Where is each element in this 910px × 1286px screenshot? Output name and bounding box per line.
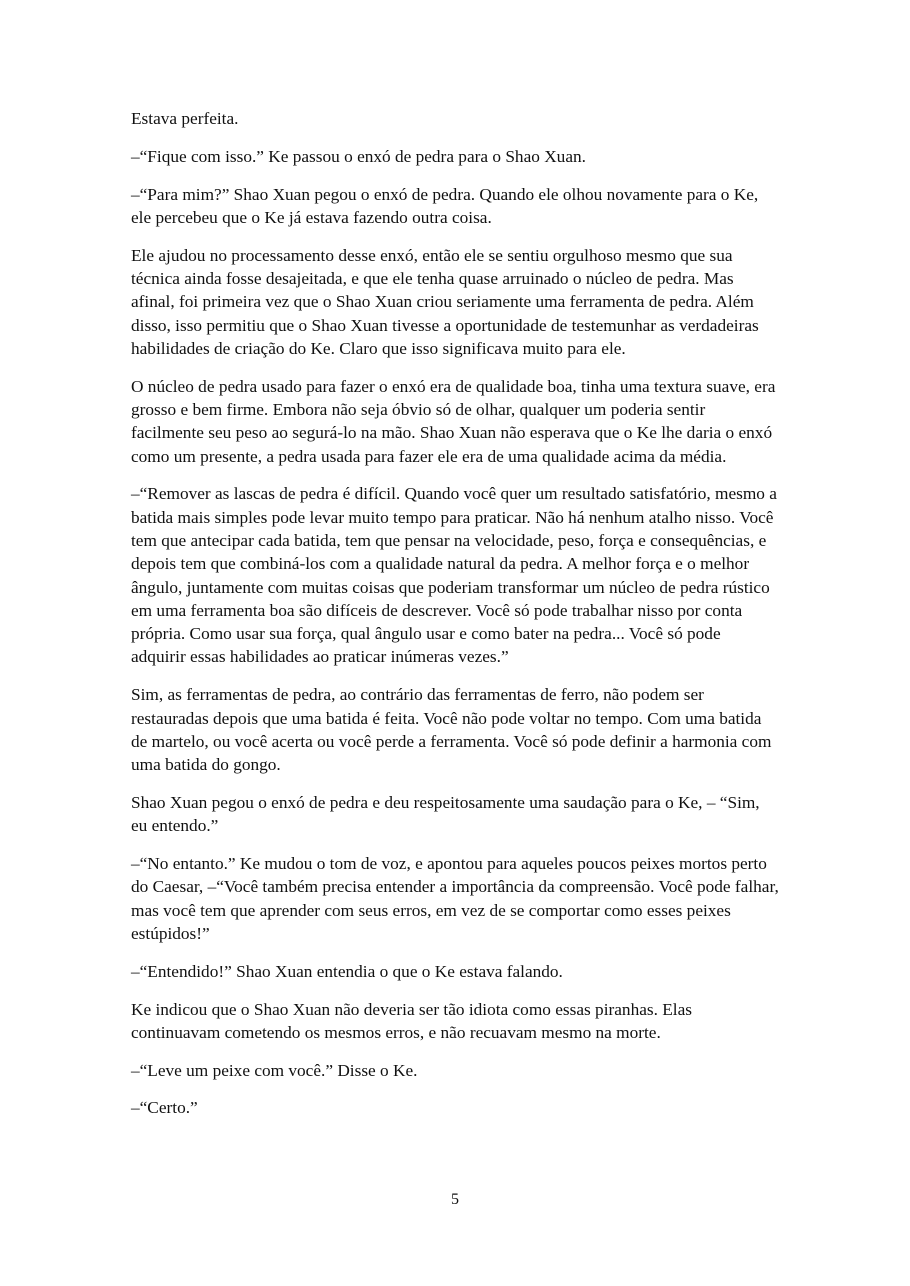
paragraph: O núcleo de pedra usado para fazer o enxó era de qualidade boa, tinha uma textura suave, era grosso e bem firme. Embora não seja óbvio só de olhar, qualquer um poderia sentir facilmente seu peso ao segurá-lo na mão. Shao Xuan não esperava que o Ke lhe daria o enxó como um presente, a pedra usada para fazer ele era de uma qualidade acima da média.: [131, 376, 776, 466]
page-number: 5: [451, 1191, 459, 1208]
paragraph: –“Certo.”: [131, 1098, 198, 1118]
paragraph: Shao Xuan pegou o enxó de pedra e deu respeitosamente uma saudação para o Ke, – “Sim, eu entendo.”: [131, 792, 760, 836]
paragraph: Estava perfeita.: [131, 109, 239, 128]
paragraph: –“Remover as lascas de pedra é difícil. Quando você quer um resultado satisfatório, mesmo a batida mais simples pode levar muito tempo para praticar. Não há nenhum atalho nisso. Você tem que antecipar cada batida, tem que pensar na velocidade, peso, força e consequências, e depois tem que combiná-los com a qualidade natural da pedra. A melhor força e o melhor ângulo, juntamente com muitas coisas que poderiam transformar um núcleo de pedra rústico em uma ferramenta boa são difíceis de descrever. Você só pode trabalhar nisso por conta própria. Como usar sua força, qual ângulo usar e como bater na pedra... Você só pode adquirir essas habilidades ao praticar inúmeras vezes.”: [131, 484, 777, 667]
paragraph: Ele ajudou no processamento desse enxó, então ele se sentiu orgulhoso mesmo que sua técnica ainda fosse desajeitada, e que ele tenha quase arruinado o núcleo de pedra. Mas afinal, foi primeira vez que o Shao Xuan criou seriamente uma ferramenta de pedra. Além disso, isso permitiu que o Shao Xuan tivesse a oportunidade de testemunhar as verdadeiras habilidades de criação do Ke. Claro que isso significava muito para ele.: [131, 245, 759, 358]
paragraph: –“Para mim?” Shao Xuan pegou o enxó de pedra. Quando ele olhou novamente para o Ke, ele percebeu que o Ke já estava fazendo outra coisa.: [131, 184, 759, 227]
paragraph: –“Entendido!” Shao Xuan entendia o que o Ke estava falando.: [131, 961, 563, 981]
paragraph: –“Leve um peixe com você.” Disse o Ke.: [131, 1060, 418, 1080]
paragraph: –“Fique com isso.” Ke passou o enxó de pedra para o Shao Xuan.: [131, 146, 586, 166]
paragraph: –“No entanto.” Ke mudou o tom de voz, e apontou para aqueles poucos peixes mortos perto do Caesar, –“Você também precisa entender a importância da compreensão. Você pode falhar, mas você tem que aprender com seus erros, em vez de se comportar como esses peixes estúpidos!”: [131, 854, 779, 943]
paragraph: Ke indicou que o Shao Xuan não deveria ser tão idiota como essas piranhas. Elas continuavam cometendo os mesmos erros, e não recuavam mesmo na morte.: [131, 999, 692, 1042]
paragraph: Sim, as ferramentas de pedra, ao contrário das ferramentas de ferro, não podem ser restauradas depois que uma batida é feita. Você não pode voltar no tempo. Com uma batida de martelo, ou você acerta ou você perde a ferramenta. Você só pode definir a harmonia com uma batida do gongo.: [131, 685, 772, 775]
page-body: [131, 107, 779, 1134]
